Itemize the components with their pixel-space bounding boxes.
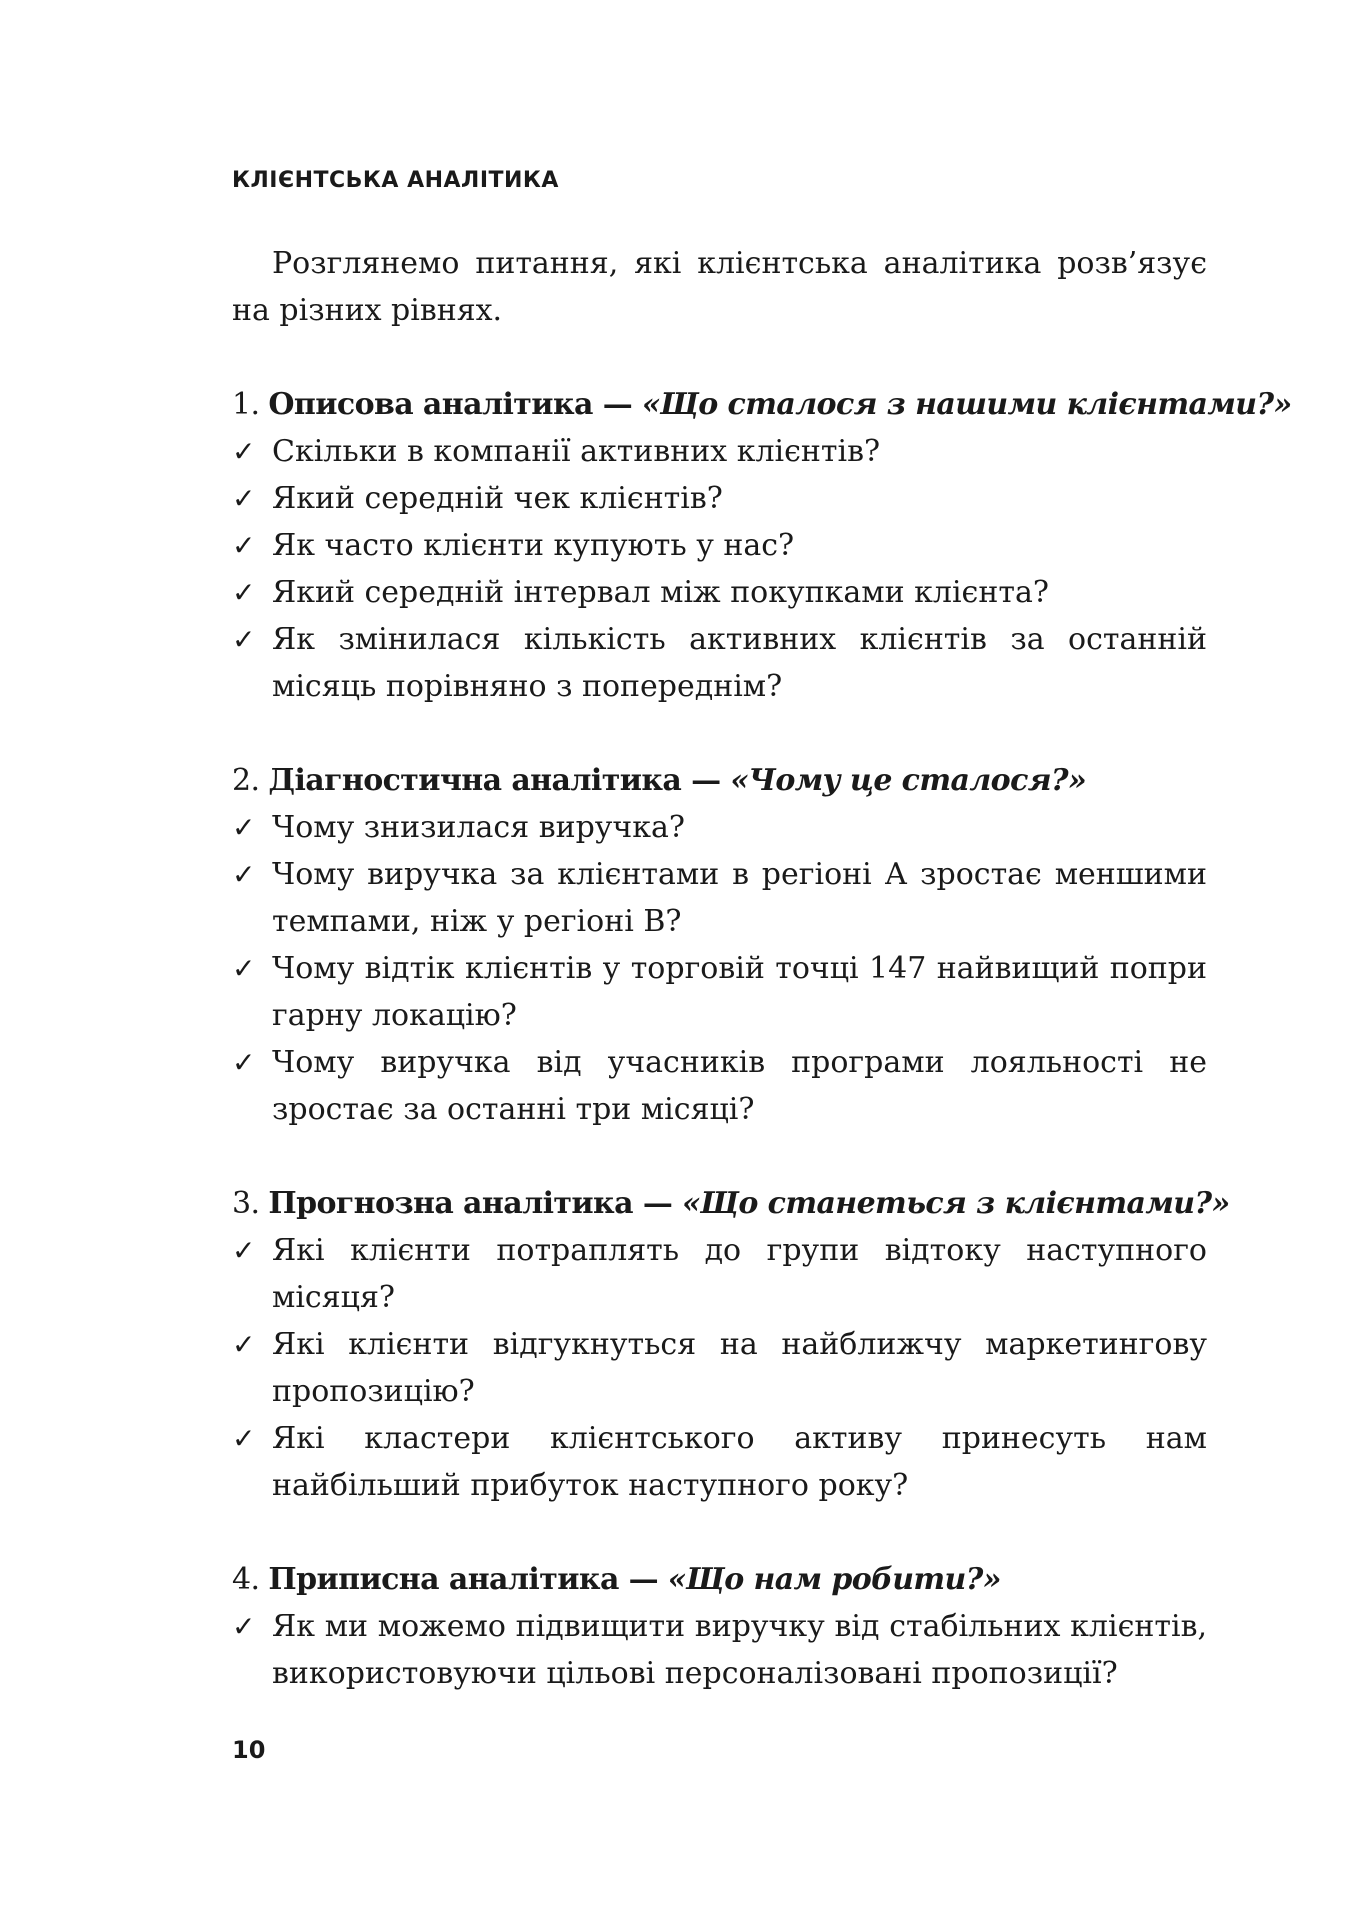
checkmark-icon: ✓ (232, 952, 256, 985)
list-item (232, 569, 1207, 616)
checkmark-icon: ✓ (232, 1328, 256, 1361)
section-title: Діагностична аналітика (268, 763, 682, 798)
checkmark-icon: ✓ (232, 858, 256, 891)
checkmark-icon: ✓ (232, 1234, 256, 1267)
checkmark-icon: ✓ (232, 435, 256, 468)
checkmark-icon: ✓ (232, 1610, 256, 1643)
list-item-text: Який середній чек клієнтів? (272, 481, 723, 516)
checkmark-icon: ✓ (232, 576, 256, 609)
checkmark-icon: ✓ (232, 623, 256, 656)
section-prescriptive (232, 1556, 1207, 1697)
section-heading (232, 1556, 1207, 1603)
list-item-text: Який середній інтервал між покупками клієнта? (272, 575, 1049, 610)
list-item (232, 804, 1207, 851)
section-dash: — (681, 763, 731, 798)
section-predictive (232, 1180, 1230, 1509)
running-head: КЛІЄНТСЬКА АНАЛІТИКА (232, 168, 559, 193)
list-item-text: Як змінилася кількість активних клієнтів за останній місяць порівняно з попереднім? (272, 622, 1207, 704)
list-item (232, 1415, 1207, 1509)
intro-paragraph: Розглянемо питання, які клієнтська аналітика розв’язує на різних рівнях. (232, 246, 1207, 328)
list-item (232, 1227, 1207, 1321)
page-body (232, 240, 1292, 1744)
section-title: Прогнозна аналітика (268, 1186, 633, 1221)
section-number: 2. (232, 763, 260, 798)
checkmark-icon: ✓ (232, 1046, 256, 1079)
section-question: «Що нам робити?» (667, 1562, 1001, 1597)
list-item-text: Як часто клієнти купують у нас? (272, 528, 795, 563)
list-item (232, 945, 1207, 1039)
list-item-text: Скільки в компанії активних клієнтів? (272, 434, 881, 469)
section-question: «Що станеться з клієнтами?» (682, 1186, 1230, 1221)
list-item (232, 851, 1207, 945)
checkmark-icon: ✓ (232, 811, 256, 844)
checkmark-icon: ✓ (232, 482, 256, 515)
section-question: «Чому це сталося?» (730, 763, 1087, 798)
list-item-text: Які клієнти потраплять до групи відтоку наступного місяця? (272, 1233, 1207, 1315)
list-item (232, 1603, 1207, 1697)
list-item-text: Чому виручка за клієнтами в регіоні А зростає меншими темпами, ніж у регіоні В? (272, 857, 1207, 939)
section-question: «Що сталося з нашими клієнтами?» (641, 387, 1292, 422)
section-heading (232, 757, 1207, 804)
list-item (232, 1039, 1207, 1133)
section-number: 4. (232, 1562, 260, 1597)
list-item (232, 616, 1207, 710)
list-item (232, 428, 1207, 475)
page-number: 10 (232, 1736, 266, 1764)
section-heading (232, 381, 1292, 428)
list-item-text: Як ми можемо підвищити виручку від стабільних клієнтів, використовуючи цільові персоналізовані пропозиції? (272, 1609, 1207, 1691)
section-heading (232, 1180, 1230, 1227)
section-title: Описова аналітика (268, 387, 593, 422)
section-diagnostic (232, 757, 1207, 1133)
checkmark-icon: ✓ (232, 529, 256, 562)
section-number: 3. (232, 1186, 260, 1221)
section-dash: — (632, 1186, 683, 1221)
list-item-text: Які кластери клієнтського активу принесуть нам найбільший прибуток наступного року? (272, 1421, 1207, 1503)
section-descriptive (232, 381, 1292, 710)
list-item-text: Які клієнти відгукнуться на найближчу маркетингову пропозицію? (272, 1327, 1207, 1409)
section-dash: — (618, 1562, 668, 1597)
section-number: 1. (232, 387, 260, 422)
checkmark-icon: ✓ (232, 1422, 256, 1455)
list-item-text: Чому знизилася виручка? (272, 810, 685, 845)
list-item-text: Чому відтік клієнтів у торговій точці 147 найвищий попри гарну локацію? (272, 951, 1207, 1033)
list-item (232, 522, 1207, 569)
list-item-text: Чому виручка від учасників програми лояльності не зростає за останні три місяці? (272, 1045, 1207, 1127)
section-title: Приписна аналітика (268, 1562, 619, 1597)
list-item (232, 475, 1207, 522)
list-item (232, 1321, 1207, 1415)
section-dash: — (592, 387, 642, 422)
